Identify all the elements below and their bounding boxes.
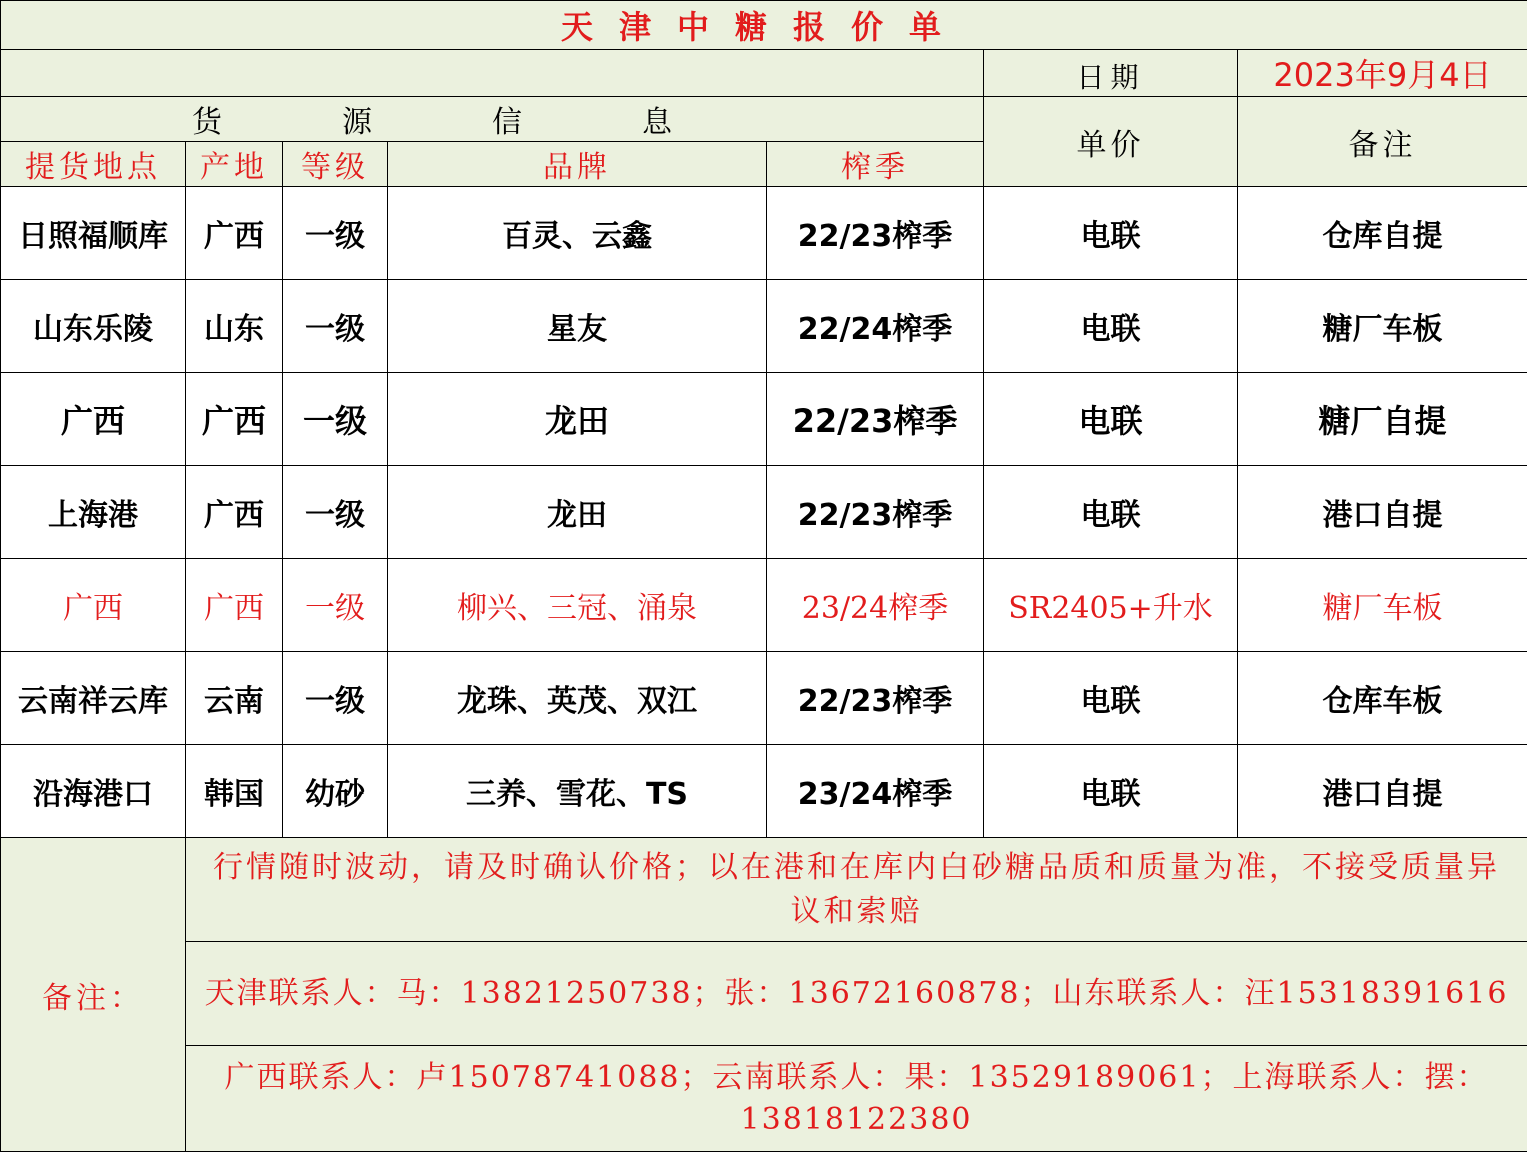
price-cell: 电联 (984, 745, 1238, 838)
season-cell: 22/23榨季 (767, 373, 984, 466)
contacts-line-2: 广西联系人：卢15078741088；云南联系人：果：13529189061；上海联系人：摆：13818122380 (186, 1046, 1527, 1152)
price-cell: 电联 (984, 466, 1238, 559)
remark-cell: 糖厂车板 (1238, 280, 1527, 373)
location-cell: 广西 (1, 373, 186, 466)
location-cell: 山东乐陵 (1, 280, 186, 373)
remark-cell: 港口自提 (1238, 466, 1527, 559)
brand-cell: 龙田 (388, 466, 767, 559)
table-row (1, 187, 1527, 280)
source-info-header: 货源信息 (1, 97, 984, 142)
location-cell: 广西 (1, 559, 186, 652)
origin-header: 产地 (186, 142, 283, 187)
price-cell: 电联 (984, 187, 1238, 280)
grade-cell: 一级 (283, 280, 388, 373)
date-value: 2023年9月4日 (1238, 50, 1527, 97)
remark-cell: 仓库自提 (1238, 187, 1527, 280)
price-header: 单价 (984, 97, 1238, 187)
table-row (1, 745, 1527, 838)
table-row (1, 652, 1527, 745)
contacts-line-1: 天津联系人：马：13821250738；张：13672160878；山东联系人：汪15318391616 (186, 942, 1527, 1046)
remark-cell: 糖厂车板 (1238, 559, 1527, 652)
remark-header: 备注 (1238, 97, 1527, 187)
season-cell: 22/23榨季 (767, 466, 984, 559)
season-header: 榨季 (767, 142, 984, 187)
season-cell: 22/24榨季 (767, 280, 984, 373)
location-cell: 沿海港口 (1, 745, 186, 838)
grade-cell: 幼砂 (283, 745, 388, 838)
brand-header: 品牌 (388, 142, 767, 187)
remark-cell: 糖厂自提 (1238, 373, 1527, 466)
origin-cell: 广西 (186, 187, 283, 280)
table-row (1, 280, 1527, 373)
location-cell: 云南祥云库 (1, 652, 186, 745)
location-header: 提货地点 (1, 142, 186, 187)
brand-cell: 龙田 (388, 373, 767, 466)
origin-cell: 广西 (186, 466, 283, 559)
date-label: 日期 (984, 50, 1238, 97)
notes-disclaimer: 行情随时波动，请及时确认价格；以在港和在库内白砂糖品质和质量为准，不接受质量异议和索赔 (186, 838, 1527, 942)
price-cell: 电联 (984, 280, 1238, 373)
brand-cell: 星友 (388, 280, 767, 373)
origin-cell: 云南 (186, 652, 283, 745)
remark-cell: 仓库车板 (1238, 652, 1527, 745)
season-cell: 23/24榨季 (767, 745, 984, 838)
notes-label: 备注： (1, 838, 186, 1152)
origin-cell: 广西 (186, 373, 283, 466)
brand-cell: 三养、雪花、TS (388, 745, 767, 838)
location-cell: 日照福顺库 (1, 187, 186, 280)
grade-cell: 一级 (283, 466, 388, 559)
price-cell: 电联 (984, 652, 1238, 745)
brand-cell: 百灵、云鑫 (388, 187, 767, 280)
table-row (1, 559, 1527, 652)
grade-cell: 一级 (283, 373, 388, 466)
page-title: 天津中糖报价单 (1, 1, 1527, 50)
remark-cell: 港口自提 (1238, 745, 1527, 838)
origin-cell: 广西 (186, 559, 283, 652)
season-cell: 22/23榨季 (767, 187, 984, 280)
origin-cell: 山东 (186, 280, 283, 373)
season-cell: 22/23榨季 (767, 652, 984, 745)
brand-cell: 龙珠、英茂、双江 (388, 652, 767, 745)
location-cell: 上海港 (1, 466, 186, 559)
table-row (1, 373, 1527, 466)
price-cell: 电联 (984, 373, 1238, 466)
date-spacer (1, 50, 984, 97)
grade-cell: 一级 (283, 652, 388, 745)
brand-cell: 柳兴、三冠、涌泉 (388, 559, 767, 652)
season-cell: 23/24榨季 (767, 559, 984, 652)
grade-cell: 一级 (283, 559, 388, 652)
grade-cell: 一级 (283, 187, 388, 280)
grade-header: 等级 (283, 142, 388, 187)
table-row (1, 466, 1527, 559)
price-cell: SR2405+升水 (984, 559, 1238, 652)
origin-cell: 韩国 (186, 745, 283, 838)
